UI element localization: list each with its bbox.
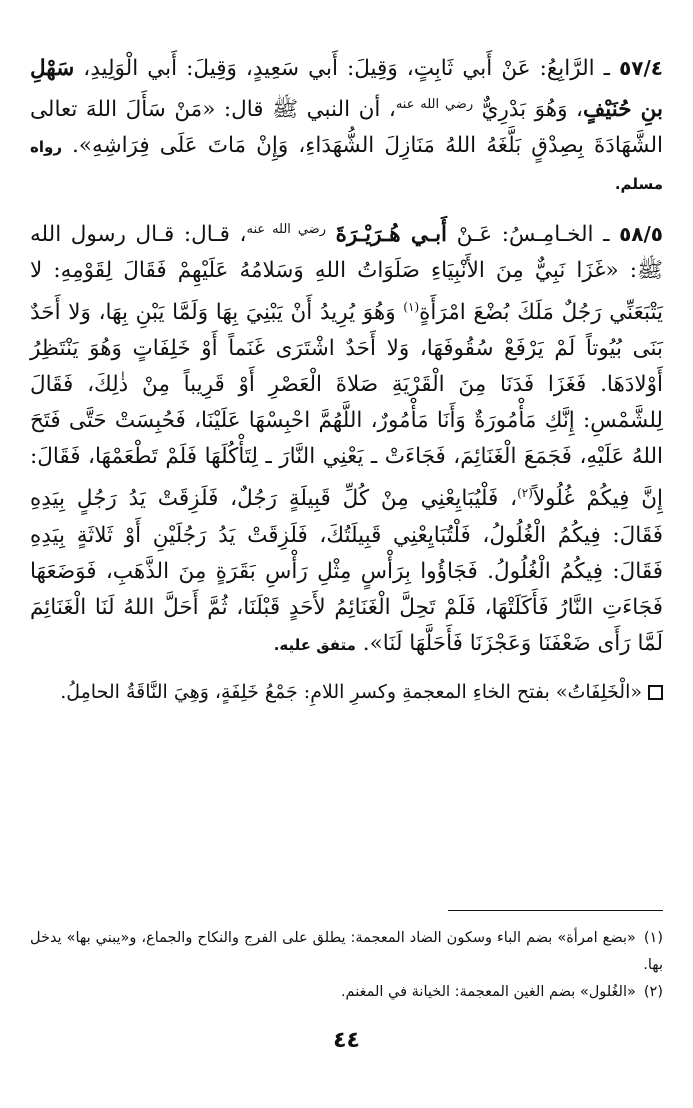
footnote-marker-1: (١) — [403, 300, 420, 315]
hadith-reference: متفق عليه. — [273, 635, 356, 654]
hadith-intro: ـ الرَّابِعُ: عَنْ أَبي ثَابِتٍ، وَقِيلَ: أَبي سَعِيدٍ، وَقِيلَ: أَبي الْوَلِيدِ، — [74, 56, 620, 81]
hadith-body: وَهُوَ يُرِيدُ أَنْ يَبْنِيَ بِهَا وَلَمَّا يَبْنِ بِهَا، وَلا أَحَدٌ بَنَى بُيُوتاً لَمْ يَرْفَعْ سُقُوفَهَا، وَلا أَحَدٌ اشْتَرَى غَنَماً أَوْ خَلِفَاتٍ وَهُوَ يَنْتَظِرُ أَوْلادَهَا. فَغَزَا فَدَنَا مِنَ الْقَرْيَةِ صَلاةَ الْعَصْرِ أَوْ قَرِيباً مِنْ ذٰلِكَ، فَقَالَ لِلشَّمْسِ: إِنَّكِ مَأْمُورَةٌ وَأَنَا مَأْمُورٌ، اللَّهُمَّ احْبِسْهَا عَلَيْنَا، فَحُبِسَتْ حَتَّى فَتَحَ اللهُ عَلَيْهِ، فَجَمَعَ الْغَنَائِمَ، فَجَاءَتْ ـ يَعْنِي النَّارَ ـ لِتَأْكُلَهَا فَلَمْ تَطْعَمْهَا، فَقَالَ: إِنَّ فِيكُمْ غُلُولاً — [30, 300, 663, 512]
footnote-text: «الغُلول» بضم الغين المعجمة: الخيانة في المغنم. — [340, 984, 636, 1000]
footnotes — [30, 925, 663, 1006]
hadith-body: ، فَلْيُبَايِعْنِي مِنْ كُلِّ قَبِيلَةٍ رَجُلٌ، فَلَزِقَتْ يَدُ رَجُلٍ بِيَدِهِ فَقَالَ: فِيكُمُ الْغُلُولُ، فَلْتُبَايِعْنِي قَبِيلَتُكَ، فَلَزِقَتْ يَدُ رَجُلَيْنِ أَوْ ثَلاثَةٍ بِيَدِهِ فَقَالَ: فِيكُمُ الْغُلُولُ. فَجَاؤُوا بِرَأْسٍ مِثْلِ رَأْسِ بَقَرَةٍ مِنَ الذَّهَبِ، فَوَضَعَهَا فَجَاءَتِ النَّارُ فَأَكَلَتْهَا، فَلَمْ تَحِلَّ الْغَنَائِمُ لأَحَدٍ قَبْلَنَا، ثُمَّ أَحَلَّ اللهُ لَنَا الْغَنَائِمَ لَمَّا رَأَى ضَعْفَنَا وَعَجْزَنَا فَأَحَلَّهَا لَنَا». — [30, 486, 663, 656]
footnote-number: (٢) — [643, 984, 663, 1000]
hadith-4 — [30, 50, 663, 202]
footnote-item — [30, 979, 663, 1006]
hadith-reference: رواه مسلم. — [30, 138, 663, 194]
honorific-glyph: رضي الله عنه — [246, 222, 327, 238]
narrator-name: أَبـي هُـرَيْـرَةَ — [335, 222, 448, 248]
hadith-number: ٥٨/٥ — [619, 222, 664, 247]
page-number: ٤٤ — [333, 1028, 360, 1053]
hadith-text: ، قـال: قـال رسول الله — [30, 222, 247, 248]
glossary-note — [30, 675, 663, 709]
hadith-number: ٥٧/٤ — [619, 56, 663, 80]
hadith-5 — [30, 212, 663, 662]
glossary-text: «الْخَلِفَاتُ» بفتح الخاءِ المعجمةِ وكسرِ اللامِ: جَمْعُ خَلِفَةٍ، وَهِيَ النَّاقَةُ الحامِلُ. — [60, 680, 642, 703]
footnote-number: (١) — [643, 930, 663, 946]
square-bullet-icon — [648, 685, 663, 700]
salutation-glyph: ﷺ — [637, 258, 663, 284]
salutation-glyph: ﷺ — [272, 97, 299, 123]
honorific-glyph: رضي الله عنه — [395, 97, 474, 112]
hadith-body: : «غَزَا نَبِيٌّ مِنَ الأَنْبِيَاءِ صَلَوَاتُ اللهِ وَسَلامُهُ عَلَيْهِمْ فَقَالَ لِقَوْمِهِ: لا يَتْبَعَنِّي رَجُلٌ مَلَكَ بُضْعَ امْرَأَةٍ — [30, 258, 664, 326]
page-body — [30, 50, 663, 728]
footnote-item — [30, 925, 663, 979]
narrator-name: سَهْلِ بنِ حُنَيْفٍ — [30, 56, 664, 123]
footnote-divider — [448, 910, 663, 911]
footnote-marker-2: (٢) — [517, 486, 533, 501]
hadith-text: ، وَهُوَ بَدْرِيٌّ — [473, 97, 583, 123]
hadith-intro: ـ الخـامِـسُ: عَـنْ — [447, 222, 620, 248]
hadith-text: ، أن النبي — [298, 97, 396, 123]
hadith-body: قال: «مَنْ سَأَلَ اللهَ تعالى الشَّهَادَةَ بِصِدْقٍ بَلَّغَهُ اللهُ مَنَازِلَ الشُّهَدَاءِ، وَإِنْ مَاتَ عَلَى فِرَاشِهِ». — [30, 97, 663, 159]
footnote-text: «بضع امرأة» بضم الباء وسكون الضاد المعجمة: يطلق على الفرج والنكاح والجماع، و«يبني بها» يدخل بها. — [30, 930, 663, 973]
